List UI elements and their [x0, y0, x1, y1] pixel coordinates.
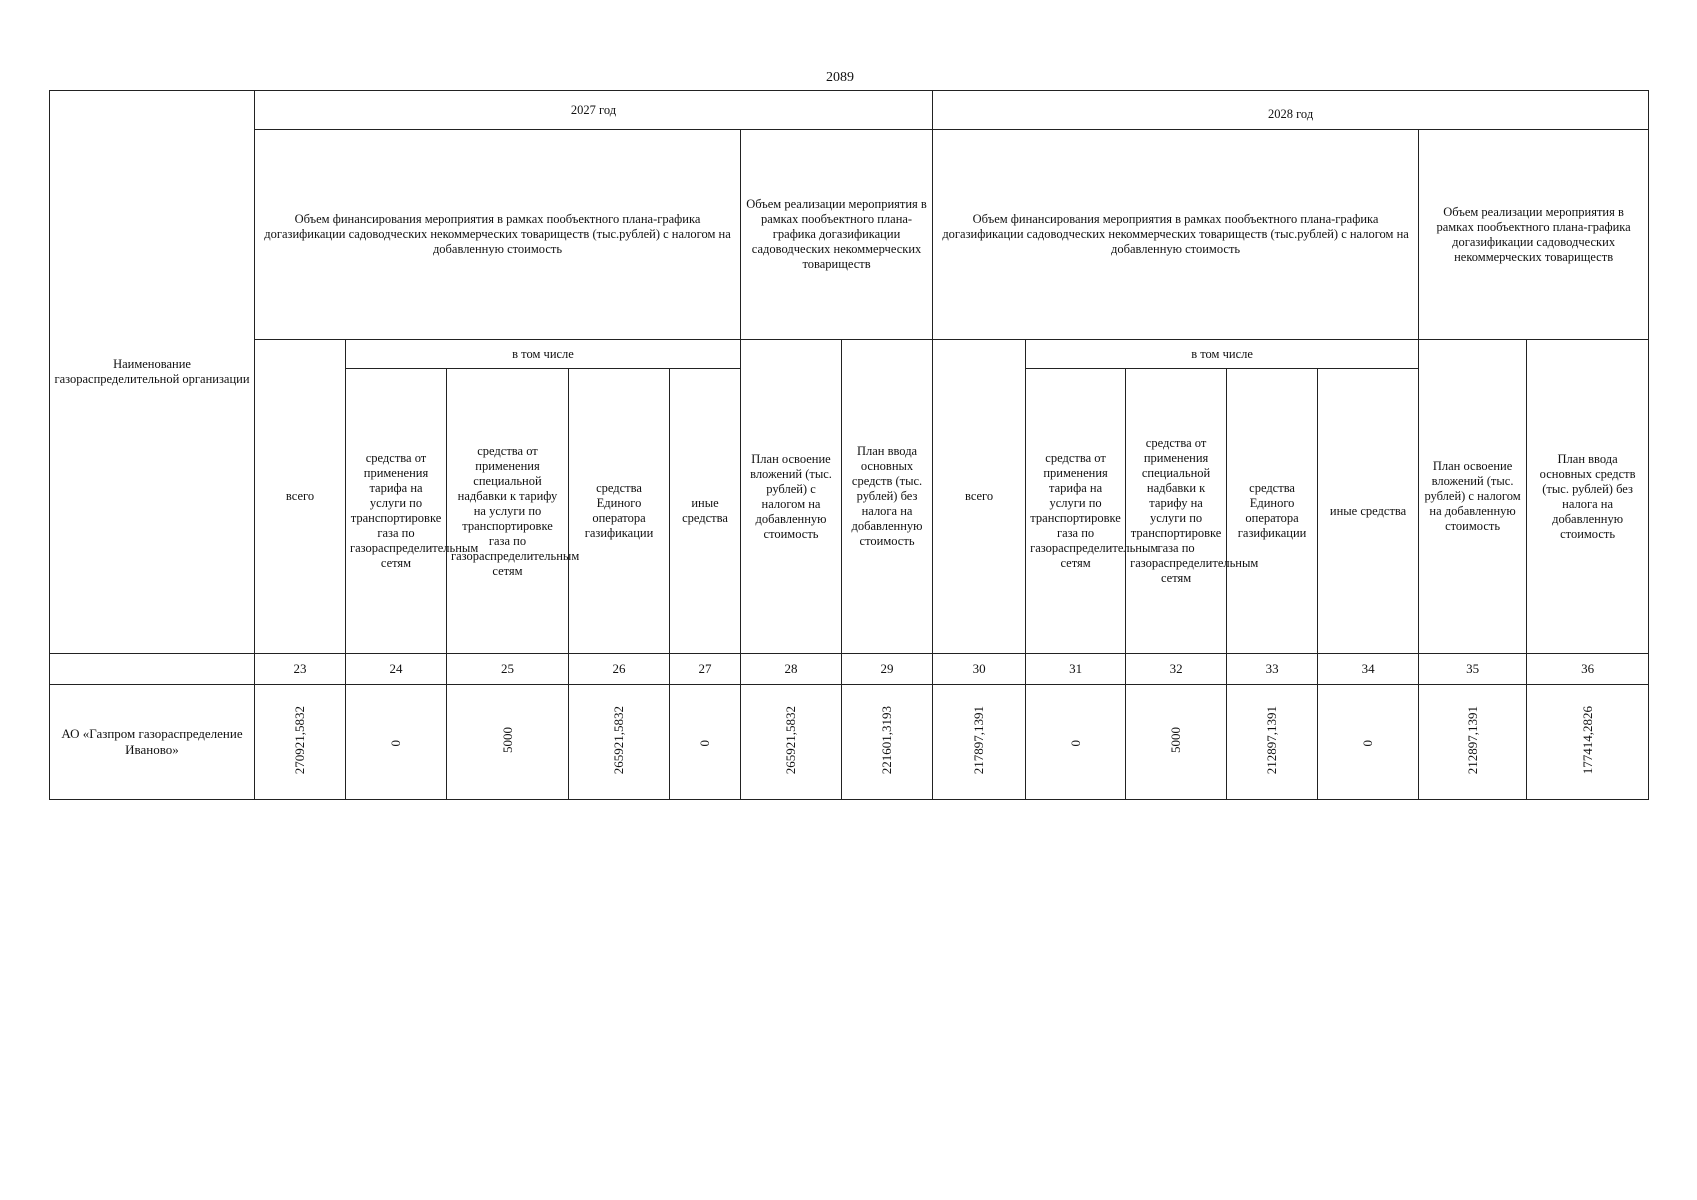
value-cell	[346, 685, 447, 800]
value-cell	[933, 685, 1026, 800]
value-cell	[1126, 685, 1227, 800]
realization-group-2027: Объем реализации мероприятия в рамках пообъектного плана-графика догазификации садоводческих некоммерческих товариществ	[741, 130, 933, 340]
total-header-2027: всего	[255, 340, 346, 654]
including-header-2028: в том числе	[1026, 340, 1419, 369]
financing-table	[49, 90, 1649, 800]
value-text: 265921,5832	[611, 706, 627, 775]
value-cell	[1419, 685, 1527, 800]
value-text: 5000	[499, 727, 515, 754]
column-number: 36	[1527, 654, 1649, 685]
column-number: 34	[1318, 654, 1419, 685]
value-cell	[741, 685, 842, 800]
tariff-header-2027: средства от применения тарифа на услуги по транспортировке газа по газораспределительным сетям	[346, 369, 447, 654]
column-number: 24	[346, 654, 447, 685]
plan-invest-header-2027: План освоение вложений (тыс. рублей) с налогом на добавленную стоимость	[741, 340, 842, 654]
page-number: 2089	[826, 70, 854, 85]
tariff-header-2028: средства от применения тарифа на услуги по транспортировке газа по газораспределительным сетям	[1026, 369, 1126, 654]
column-number: 23	[255, 654, 346, 685]
column-number: 29	[842, 654, 933, 685]
column-number: 35	[1419, 654, 1527, 685]
value-text: 221601,3193	[879, 706, 895, 775]
header-row-years	[50, 91, 1649, 130]
value-text: 0	[388, 739, 404, 747]
total-header-2028: всего	[933, 340, 1026, 654]
plan-assets-header-2027: План ввода основных средств (тыс. рублей) без налога на добавленную стоимость	[842, 340, 933, 654]
value-text: 0	[1067, 739, 1083, 747]
column-number: 25	[447, 654, 569, 685]
value-text: 5000	[1168, 727, 1184, 754]
value-cell	[1227, 685, 1318, 800]
including-header-2027: в том числе	[346, 340, 741, 369]
value-cell	[255, 685, 346, 800]
org-name-cell: АО «Газпром газораспределение Иваново»	[50, 685, 255, 800]
value-cell	[670, 685, 741, 800]
financing-group-2027: Объем финансирования мероприятия в рамках пообъектного плана-графика догазификации садоводческих некоммерческих товариществ (тыс.рублей) с налогом на добавленную стоимость	[255, 130, 741, 340]
other-header-2028: иные средства	[1318, 369, 1419, 654]
value-text: 0	[697, 739, 713, 747]
value-cell	[1318, 685, 1419, 800]
table-row	[50, 685, 1649, 800]
value-text: 270921,5832	[292, 706, 308, 775]
column-number: 32	[1126, 654, 1227, 685]
column-number: 28	[741, 654, 842, 685]
header-row-groups	[50, 130, 1649, 340]
value-cell	[842, 685, 933, 800]
operator-header-2027: средства Единого оператора газификации	[569, 369, 670, 654]
value-text: 212897,1391	[1464, 706, 1480, 775]
plan-assets-header-2028: План ввода основных средств (тыс. рублей) без налога на добавленную стоимость	[1527, 340, 1649, 654]
value-text: 177414,2826	[1579, 706, 1595, 775]
other-header-2027: иные средства	[670, 369, 741, 654]
org-column-header: Наименование газораспределительной организации	[50, 91, 255, 654]
year-2028-header: 2028 год	[933, 91, 1649, 130]
value-cell	[447, 685, 569, 800]
column-number: 26	[569, 654, 670, 685]
column-number-empty	[50, 654, 255, 685]
operator-header-2028: средства Единого оператора газификации	[1227, 369, 1318, 654]
realization-group-2028: Объем реализации мероприятия в рамках пообъектного плана-графика догазификации садоводческих некоммерческих товариществ	[1419, 130, 1649, 340]
value-text: 0	[1360, 739, 1376, 747]
value-text: 265921,5832	[783, 706, 799, 775]
year-2027-header: 2027 год	[255, 91, 933, 130]
column-number: 30	[933, 654, 1026, 685]
column-number-row	[50, 654, 1649, 685]
value-text: 212897,1391	[1264, 706, 1280, 775]
header-row-including	[50, 340, 1649, 369]
value-cell	[1527, 685, 1649, 800]
column-number: 33	[1227, 654, 1318, 685]
special-header-2028: средства от применения специальной надбавки к тарифу на услуги по транспортировке газа по газораспределительным сетям	[1126, 369, 1227, 654]
special-header-2027: средства от применения специальной надбавки к тарифу на услуги по транспортировке газа по газораспределительным сетям	[447, 369, 569, 654]
value-cell	[569, 685, 670, 800]
column-number: 31	[1026, 654, 1126, 685]
financing-group-2028: Объем финансирования мероприятия в рамках пообъектного плана-графика догазификации садоводческих некоммерческих товариществ (тыс.рублей) с налогом на добавленную стоимость	[933, 130, 1419, 340]
plan-invest-header-2028: План освоение вложений (тыс. рублей) с налогом на добавленную стоимость	[1419, 340, 1527, 654]
value-text: 217897,1391	[971, 706, 987, 775]
column-number: 27	[670, 654, 741, 685]
value-cell	[1026, 685, 1126, 800]
